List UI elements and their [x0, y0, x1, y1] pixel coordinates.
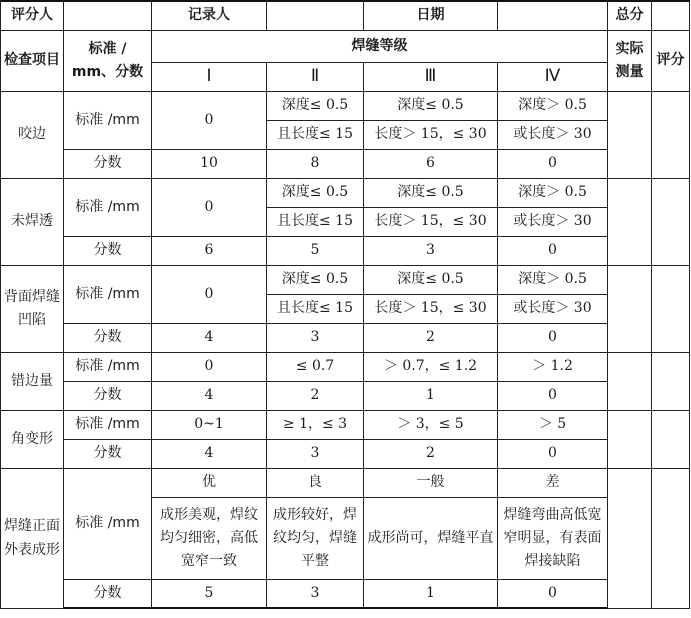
item-name: 错边量: [1, 352, 64, 410]
grade-cell: 深度≤ 0.5: [267, 178, 364, 207]
grade-level-2: Ⅱ: [267, 62, 364, 91]
grade-cell: 深度＞ 0.5: [498, 265, 608, 294]
description-cell: 焊缝弯曲高低宽窄明显，有表面焊接缺陷: [498, 497, 608, 579]
points-cell: 0: [498, 579, 608, 608]
standard-label: 标准 /mm: [64, 91, 152, 149]
description-cell: 成形美观，焊纹均匀细密，高低宽窄一致: [152, 497, 267, 579]
measured-cell[interactable]: [608, 265, 652, 352]
table-row: [1, 178, 690, 207]
grade-cell: ＞ 5: [498, 410, 608, 439]
measured-cell[interactable]: [608, 178, 652, 265]
total-value[interactable]: [652, 1, 690, 30]
description-cell: 成形较好，焊纹均匀，焊缝平整: [267, 497, 364, 579]
score-cell[interactable]: [652, 178, 690, 265]
item-header: 检查项目: [1, 30, 64, 91]
grade-level-4: Ⅳ: [498, 62, 608, 91]
header-row: [1, 1, 690, 30]
table-row: [1, 323, 690, 352]
points-cell: 2: [267, 381, 364, 410]
grade-cell: 深度＞ 0.5: [498, 178, 608, 207]
grade-cell: 长度＞ 15，≤ 30: [364, 294, 498, 323]
score-cell[interactable]: [652, 410, 690, 468]
table-row: [1, 410, 690, 439]
points-cell: 3: [267, 439, 364, 468]
item-name: 背面焊缝凹陷: [1, 265, 64, 352]
grade-cell: 0: [152, 265, 267, 323]
grade-cell: ≤ 0.7: [267, 352, 364, 381]
points-label: 分数: [64, 439, 152, 468]
grade-header: 焊缝等级: [152, 30, 608, 62]
column-header-row: [1, 30, 690, 62]
grade-cell: ＞ 1.2: [498, 352, 608, 381]
grade-cell: 深度≤ 0.5: [364, 265, 498, 294]
grade-cell: 且长度≤ 15: [267, 120, 364, 149]
recorder-value[interactable]: [267, 1, 364, 30]
points-cell: 5: [152, 579, 267, 608]
grade-cell: 深度≤ 0.5: [364, 91, 498, 120]
grade-cell: 0: [152, 178, 267, 236]
standard-label: 标准 /mm: [64, 410, 152, 439]
grade-cell: 且长度≤ 15: [267, 294, 364, 323]
reviewer-value[interactable]: [64, 1, 152, 30]
grade-cell: 或长度＞ 30: [498, 207, 608, 236]
points-cell: 2: [364, 439, 498, 468]
rating-cell: 差: [498, 468, 608, 497]
points-cell: 4: [152, 381, 267, 410]
standard-header: 标准 / mm、分数: [64, 30, 152, 91]
item-name: 咬边: [1, 91, 64, 178]
points-label: 分数: [64, 323, 152, 352]
measured-cell[interactable]: [608, 352, 652, 410]
grade-cell: 深度≤ 0.5: [364, 178, 498, 207]
points-cell: 1: [364, 381, 498, 410]
points-cell: 1: [364, 579, 498, 608]
table-row: [1, 352, 690, 381]
table-row: [1, 381, 690, 410]
points-cell: 0: [498, 439, 608, 468]
points-cell: 4: [152, 439, 267, 468]
score-cell[interactable]: [652, 352, 690, 410]
table-row: [1, 91, 690, 120]
measured-header: 实际测量: [608, 30, 652, 91]
rating-cell: 良: [267, 468, 364, 497]
grade-cell: 且长度≤ 15: [267, 207, 364, 236]
points-cell: 4: [152, 323, 267, 352]
points-label: 分数: [64, 149, 152, 178]
grade-cell: 长度＞ 15，≤ 30: [364, 207, 498, 236]
total-label: 总分: [608, 1, 652, 30]
grade-level-1: Ⅰ: [152, 62, 267, 91]
table-row: [1, 468, 690, 497]
score-cell[interactable]: [652, 91, 690, 178]
description-cell: 成形尚可，焊缝平直: [364, 497, 498, 579]
points-cell: 8: [267, 149, 364, 178]
grade-cell: ＞ 3，≤ 5: [364, 410, 498, 439]
measured-cell[interactable]: [608, 91, 652, 178]
standard-label: 标准 /mm: [64, 468, 152, 579]
grade-cell: ＞ 0.7，≤ 1.2: [364, 352, 498, 381]
grade-cell: 0: [152, 91, 267, 149]
grade-cell: 深度≤ 0.5: [267, 265, 364, 294]
points-label: 分数: [64, 381, 152, 410]
points-cell: 6: [152, 236, 267, 265]
points-cell: 0: [498, 149, 608, 178]
points-cell: 0: [498, 236, 608, 265]
grade-cell: 长度＞ 15，≤ 30: [364, 120, 498, 149]
points-cell: 3: [364, 236, 498, 265]
points-cell: 6: [364, 149, 498, 178]
points-cell: 5: [267, 236, 364, 265]
points-cell: 0: [498, 323, 608, 352]
table-row: [1, 265, 690, 294]
standard-label: 标准 /mm: [64, 265, 152, 323]
standard-label: 标准 /mm: [64, 178, 152, 236]
table-row: [1, 579, 690, 608]
date-label: 日期: [364, 1, 498, 30]
table-row: [1, 236, 690, 265]
score-header: 评分: [652, 30, 690, 91]
grade-cell: 或长度＞ 30: [498, 120, 608, 149]
grade-cell: 0: [152, 352, 267, 381]
grade-cell: ≥ 1，≤ 3: [267, 410, 364, 439]
recorder-label: 记录人: [152, 1, 267, 30]
table-row: [1, 439, 690, 468]
points-cell: 3: [267, 579, 364, 608]
item-name: 焊缝正面外表成形: [1, 468, 64, 608]
standard-label: 标准 /mm: [64, 352, 152, 381]
item-name: 角变形: [1, 410, 64, 468]
points-cell: 0: [498, 381, 608, 410]
points-cell: 10: [152, 149, 267, 178]
table-row: [1, 149, 690, 178]
date-value[interactable]: [498, 1, 608, 30]
score-cell[interactable]: [652, 265, 690, 352]
reviewer-label: 评分人: [1, 1, 64, 30]
measured-cell[interactable]: [608, 410, 652, 468]
points-label: 分数: [64, 236, 152, 265]
rating-cell: 优: [152, 468, 267, 497]
grade-cell: 或长度＞ 30: [498, 294, 608, 323]
score-cell[interactable]: [652, 468, 690, 608]
grade-cell: 深度＞ 0.5: [498, 91, 608, 120]
grade-cell: 深度≤ 0.5: [267, 91, 364, 120]
points-cell: 3: [267, 323, 364, 352]
grade-level-3: Ⅲ: [364, 62, 498, 91]
item-name: 未焊透: [1, 178, 64, 265]
grade-cell: 0~1: [152, 410, 267, 439]
rating-cell: 一般: [364, 468, 498, 497]
points-label: 分数: [64, 579, 152, 608]
measured-cell[interactable]: [608, 468, 652, 608]
points-cell: 2: [364, 323, 498, 352]
